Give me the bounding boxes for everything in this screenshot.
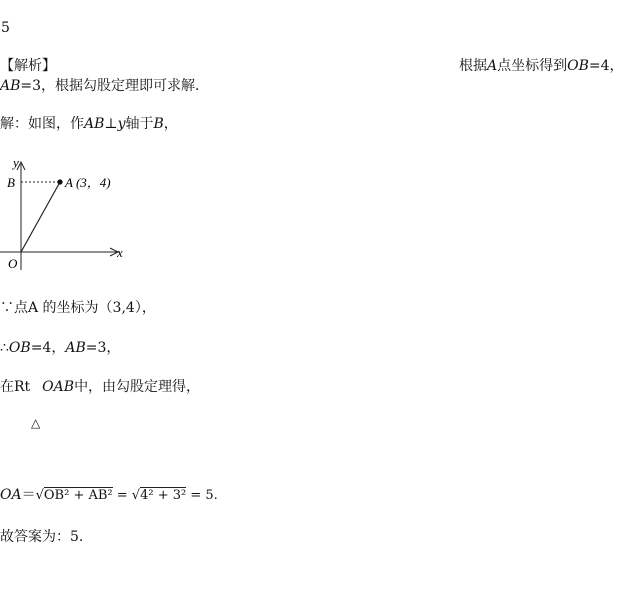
label-o: O: [8, 256, 18, 271]
label-y: y: [13, 155, 19, 170]
analysis-hint-line2: [0, 78, 209, 94]
solution-intro: [0, 116, 178, 132]
point-a: [57, 179, 62, 184]
formula-radicand-1: OB² + AB²: [43, 488, 113, 503]
rt-suffix: 中，由勾股定理得，: [74, 379, 201, 395]
hint-ob: OB: [567, 58, 589, 74]
intro-y: y: [117, 116, 126, 132]
therefore-mid: =4，: [30, 340, 66, 356]
label-x: x: [117, 245, 123, 260]
hint-mid: 点坐标得到: [497, 58, 568, 74]
oa-segment: [21, 182, 60, 252]
intro-end: ，: [163, 116, 178, 132]
pythagoras-formula: [0, 487, 218, 504]
hint-point: A: [487, 58, 498, 74]
answer-text: 5: [1, 20, 10, 36]
coordinate-figure: [0, 150, 140, 275]
triangle-symbol: △: [31, 416, 41, 430]
intro-perp: ⊥: [104, 116, 118, 132]
formula-oa: OA: [0, 487, 22, 503]
line2-rest: =3，根据勾股定理即可求解．: [20, 78, 210, 94]
intro-text: 解：如图，作: [0, 116, 84, 132]
hint-ob-value: =4，: [588, 58, 624, 74]
label-a: A (3，4): [65, 175, 111, 190]
hint-prefix: 根据: [459, 58, 487, 74]
conclusion-line: 故答案为：5.: [0, 529, 84, 545]
formula-eq: ＝: [21, 487, 36, 503]
therefore-line: [0, 340, 120, 356]
sqrt-symbol-1: √: [35, 488, 44, 503]
rt-line: [0, 379, 200, 395]
rt-prefix: 在Rt: [0, 379, 31, 395]
therefore-ab: AB: [65, 340, 86, 356]
label-b: B: [7, 175, 15, 190]
because-line: ∵点A 的坐标为（3,4），: [0, 300, 156, 316]
formula-radicand-2: 4² + 3²: [140, 488, 187, 503]
line2-ab: AB: [0, 78, 21, 94]
therefore-end: =3，: [85, 340, 121, 356]
therefore-symbol: ∴: [0, 340, 9, 356]
rt-triangle: OAB: [42, 379, 75, 395]
intro-tail: 轴于: [125, 116, 154, 132]
analysis-heading: 【解析】: [0, 58, 56, 74]
formula-result: = 5.: [186, 488, 218, 503]
intro-b: B: [153, 116, 164, 132]
formula-eq2: =: [112, 488, 132, 503]
sqrt-symbol-2: √: [131, 488, 141, 503]
analysis-hint: [459, 58, 624, 74]
intro-ab: AB: [84, 116, 105, 132]
therefore-ob: OB: [8, 340, 31, 356]
